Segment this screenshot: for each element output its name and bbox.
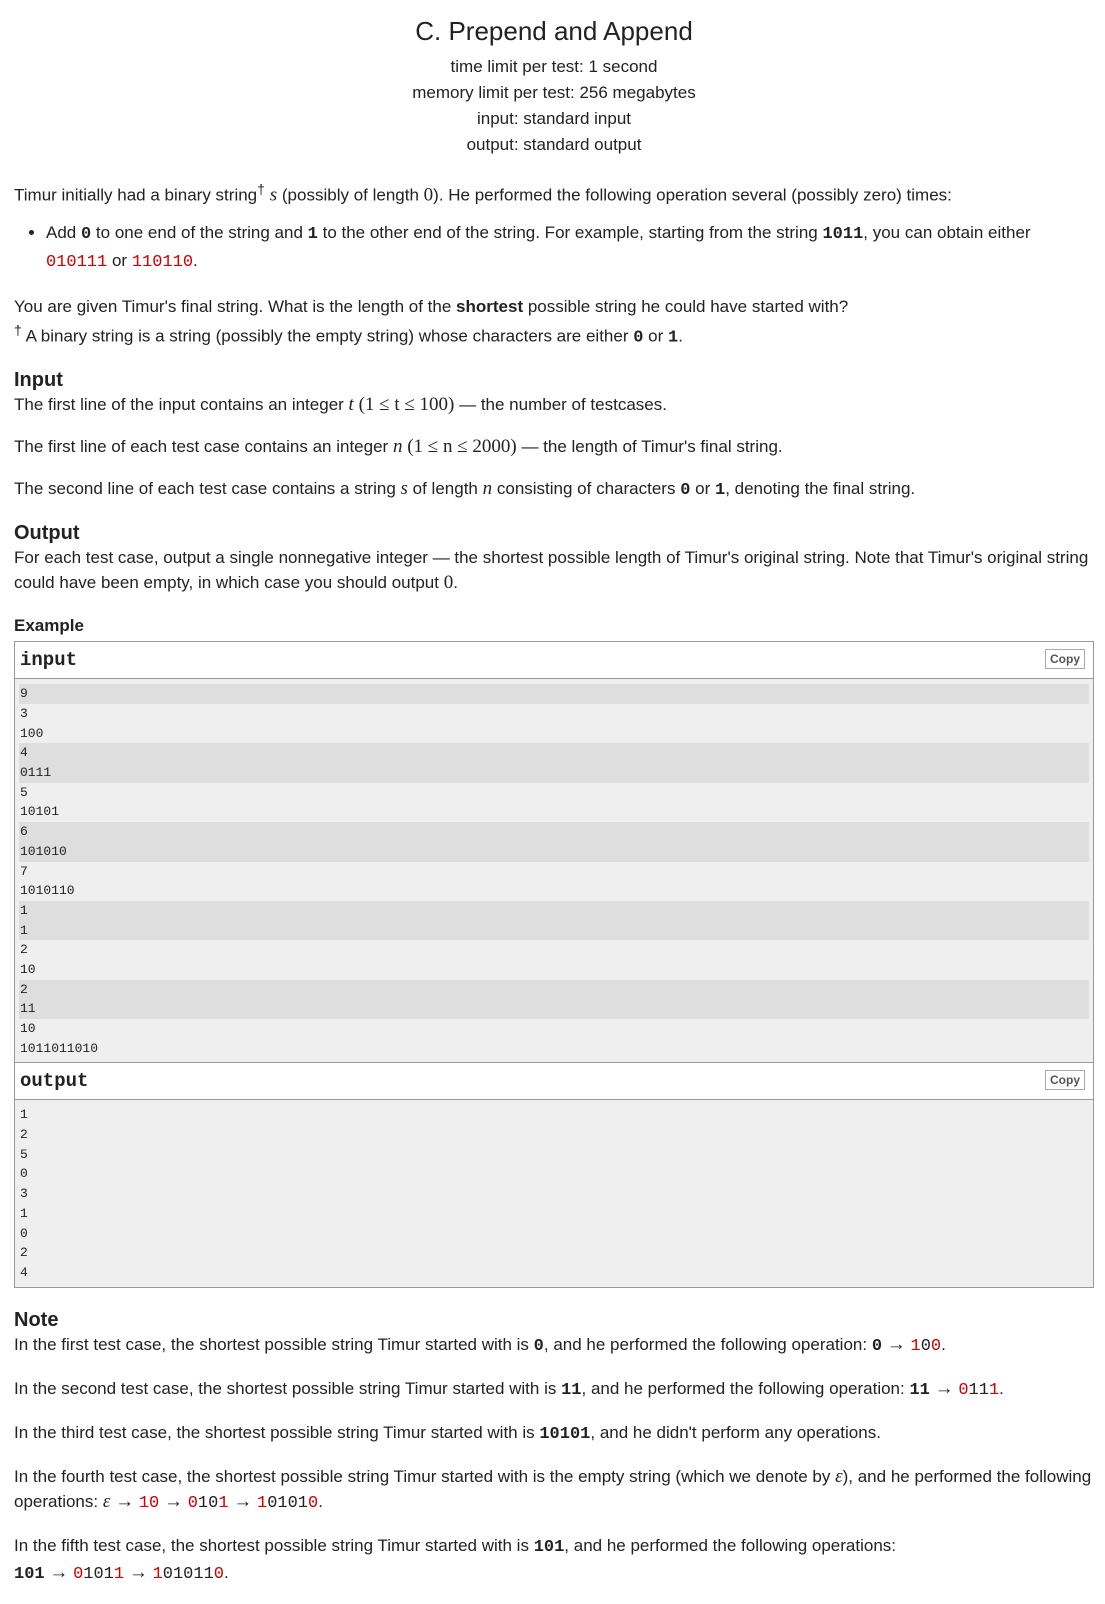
input-line: 2 (20, 942, 28, 958)
example-result-1: 010111 (46, 252, 108, 272)
output-type: output: standard output (466, 135, 642, 154)
input-line: 3 (20, 706, 28, 721)
input-heading: Input (14, 369, 63, 392)
input-line: 10 (20, 1021, 36, 1036)
output-line: 3 (20, 1186, 28, 1202)
note-case-3: In the third test case, the shortest possible string Timur started with is 10101, and he didn't perform any operations. (14, 1422, 881, 1444)
output-line: 5 (20, 1146, 28, 1162)
sample-output (15, 1100, 1093, 1286)
input-line: 10101 (20, 804, 60, 820)
input-line: 0111 (19, 763, 1089, 783)
output-line: 0 (20, 1166, 28, 1182)
time-limit: time limit per test: 1 second (450, 57, 658, 76)
output-line: 2 (20, 1127, 28, 1143)
output-description: For each test case, output a single nonnegative integer — the shortest possible length of Timur's original string. Note that Timur's original string could have been empty, in which case you should output 0. (14, 548, 1089, 594)
input-line: 6 (19, 822, 1089, 842)
copy-input-button[interactable]: Copy (1045, 649, 1085, 669)
input-label: input (20, 649, 78, 672)
input-line: 1011011010 (20, 1040, 99, 1056)
input-line: 11 (19, 999, 1089, 1019)
sample-input (15, 679, 1093, 1062)
input-header (15, 642, 1093, 679)
note-case-1: In the first test case, the shortest possible string Timur started with is 0, and he performed the following operation: 0 → 100. (14, 1333, 946, 1356)
example-heading: Example (14, 616, 84, 636)
sample-tests (14, 641, 1094, 1287)
output-line: 0 (20, 1225, 28, 1241)
output-line: 4 (20, 1264, 28, 1280)
input-line: 9 (19, 684, 1089, 704)
note-case-5: In the fifth test case, the shortest possible string Timur started with is 101, and he performed the following operations: 101 → 01011 → 1010110. (14, 1535, 897, 1584)
input-line: 1 (19, 921, 1089, 941)
limits-block (14, 54, 1094, 158)
list-item: • Add 0 to one end of the string and 1 to the other end of the string. For example, starting from the string 1011, you can obtain either 010111 or 110110. (46, 220, 1094, 276)
footnote: † A binary string is a string (possibly the empty string) whose characters are either 0 or 1. (14, 322, 683, 348)
note-case-4: In the fourth test case, the shortest possible string Timur started with is the empty string (which we denote by ε), and he performed the following operations: ε → 10 → 0101 → 101010. (14, 1465, 1092, 1513)
input-line: 10 (20, 961, 36, 977)
input-line: 101010 (19, 842, 1089, 862)
output-line: 1 (20, 1107, 28, 1123)
input-line: 1010110 (20, 883, 75, 899)
input-line: 1 (19, 901, 1089, 921)
input-line: 2 (19, 980, 1089, 1000)
input-line: 5 (20, 784, 28, 800)
input-line-2: The first line of each test case contains an integer n (1 ≤ n ≤ 2000) — the length of Timur's final string. (14, 436, 783, 458)
input-line-1: The first line of the input contains an integer t (1 ≤ t ≤ 100) — the number of testcases. (14, 394, 667, 416)
page-title: C. Prepend and Append (415, 16, 693, 46)
input-type: input: standard input (476, 109, 632, 128)
copy-output-button[interactable]: Copy (1045, 1070, 1085, 1090)
note-heading: Note (14, 1308, 59, 1331)
memory-limit: memory limit per test: 256 megabytes (412, 83, 696, 102)
example-result-2: 110110 (131, 252, 194, 272)
given-paragraph: You are given Timur's final string. What is the length of the shortest possible string he could have started with? (14, 296, 849, 316)
operation-list (14, 220, 1094, 276)
output-line: 2 (20, 1245, 28, 1261)
output-line: 1 (20, 1205, 28, 1221)
input-line: 7 (20, 863, 28, 879)
note-case-2: In the second test case, the shortest possible string Timur started with is 11, and he performed the following operation: 11 → 0111. (14, 1377, 1004, 1400)
note-block (14, 1332, 1094, 1587)
output-heading: Output (14, 522, 80, 545)
input-line-3: The second line of each test case contains a string s of length n consisting of characters 0 or 1, denoting the final string. (14, 478, 916, 501)
input-line: 4 (19, 743, 1089, 763)
intro-paragraph: Timur initially had a binary string† s (possibly of length 0). He performed the following operation several (possibly zero) times: (14, 182, 952, 206)
problem-statement (14, 0, 1094, 1604)
input-line: 100 (20, 725, 44, 741)
output-label: output (20, 1070, 89, 1093)
output-header (15, 1062, 1093, 1100)
